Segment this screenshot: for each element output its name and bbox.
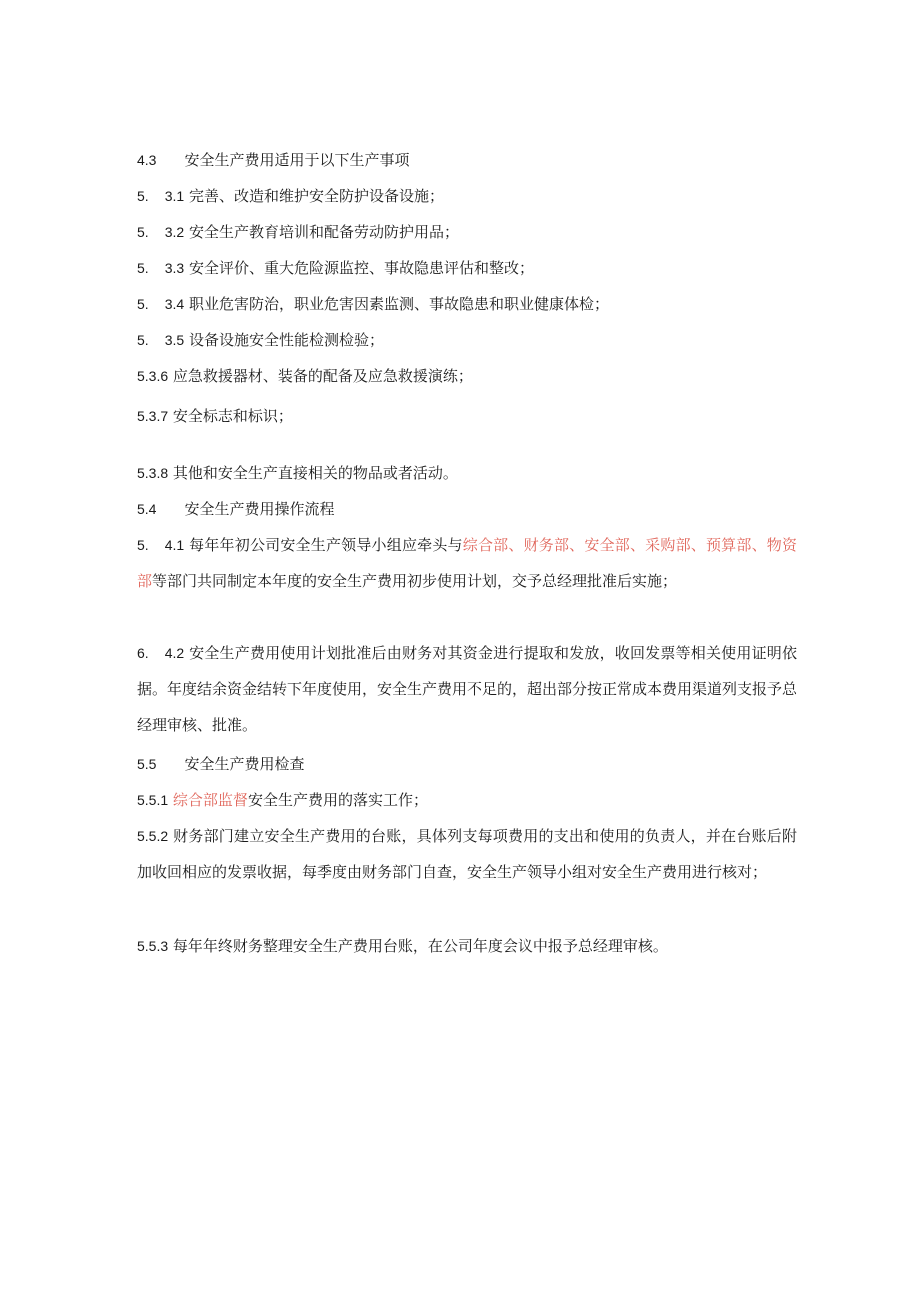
item-number-prefix: 5. [137, 332, 149, 348]
item-number-prefix: 5. [137, 537, 149, 553]
item-number: 3.4 [164, 296, 185, 312]
paragraph-6-4-2 [137, 635, 797, 743]
item-text: 完善、改造和维护安全防护设备设施； [188, 187, 444, 205]
item-text: 安全标志和标识； [172, 407, 293, 425]
section-title: 安全生产费用操作流程 [184, 500, 335, 518]
highlighted-department: 综合部监督 [172, 791, 248, 809]
item-number: 3.3 [164, 260, 185, 276]
list-item-5-3-7 [137, 406, 797, 426]
list-item-5-3-1 [137, 186, 797, 206]
item-number: 3.1 [164, 188, 185, 204]
list-item-5-5-1 [137, 790, 797, 810]
item-number-prefix: 5. [137, 188, 149, 204]
item-number-prefix: 5. [137, 224, 149, 240]
item-number-prefix: 6. [137, 645, 149, 661]
item-text-continued: 等部门共同制定本年度的安全生产费用初步使用计划，交予总经理批准后实施； [152, 572, 678, 590]
section-title: 安全生产费用适用于以下生产事项 [184, 151, 410, 169]
item-text: 设备设施安全性能检测检验； [188, 331, 384, 349]
list-item-5-3-4 [137, 294, 797, 314]
item-text: 安全生产费用的落实工作； [247, 791, 428, 809]
section-heading-4-3 [137, 150, 797, 170]
item-number: 5.5.1 [137, 792, 169, 808]
list-item-5-3-3 [137, 258, 797, 278]
list-item-5-3-8 [137, 463, 797, 483]
paragraph-5-4-1 [137, 527, 797, 599]
list-item-5-3-5 [137, 330, 797, 350]
item-text: 财务部门建立安全生产费用的台账，具体列支每项费用的支出和使用的负责人，并在台账后附加收回相应的发票收据，每季度由财务部门自查，安全生产领导小组对安全生产费用进行核对； [137, 827, 797, 881]
item-number-prefix: 5. [137, 260, 149, 276]
item-number: 3.5 [164, 332, 185, 348]
list-item-5-5-3 [137, 936, 797, 956]
item-text: 每年年终财务整理安全生产费用台账，在公司年度会议中报予总经理审核。 [172, 937, 668, 955]
item-text: 每年年初公司安全生产领导小组应牵头与 [189, 536, 463, 554]
section-heading-5-5 [137, 754, 797, 774]
item-number: 5.5.2 [137, 828, 169, 844]
section-title: 安全生产费用检查 [184, 755, 305, 773]
highlighted-departments: 综合部、财务部、安全部、采购部、预算部、物资部 [137, 536, 797, 590]
item-text: 安全生产教育培训和配备劳动防护用品； [188, 223, 459, 241]
item-number: 3.2 [164, 224, 185, 240]
list-item-5-3-2 [137, 222, 797, 242]
item-number: 4.1 [164, 537, 185, 553]
item-text: 安全评价、重大危险源监控、事故隐患评估和整改； [188, 259, 534, 277]
item-text: 安全生产费用使用计划批准后由财务对其资金进行提取和发放，收回发票等相关使用证明依据。年度结余资金结转下年度使用，安全生产费用不足的，超出部分按正常成本费用渠道列支报予总经理审核、批准。 [137, 644, 798, 734]
section-number: 5.5 [137, 756, 157, 772]
item-number: 5.3.7 [137, 408, 169, 424]
item-text: 职业危害防治，职业危害因素监测、事故隐患和职业健康体检； [188, 295, 609, 313]
section-number: 4.3 [137, 152, 157, 168]
section-number: 5.4 [137, 501, 157, 517]
item-number-prefix: 5. [137, 296, 149, 312]
item-text: 其他和安全生产直接相关的物品或者活动。 [172, 464, 458, 482]
section-heading-5-4 [137, 499, 797, 519]
list-item-5-3-6 [137, 366, 797, 386]
item-text: 应急救援器材、装备的配备及应急救援演练； [172, 367, 473, 385]
item-number: 5.3.6 [137, 368, 169, 384]
item-number: 4.2 [164, 645, 185, 661]
item-number: 5.5.3 [137, 938, 169, 954]
paragraph-5-5-2 [137, 818, 797, 890]
item-number: 5.3.8 [137, 465, 169, 481]
